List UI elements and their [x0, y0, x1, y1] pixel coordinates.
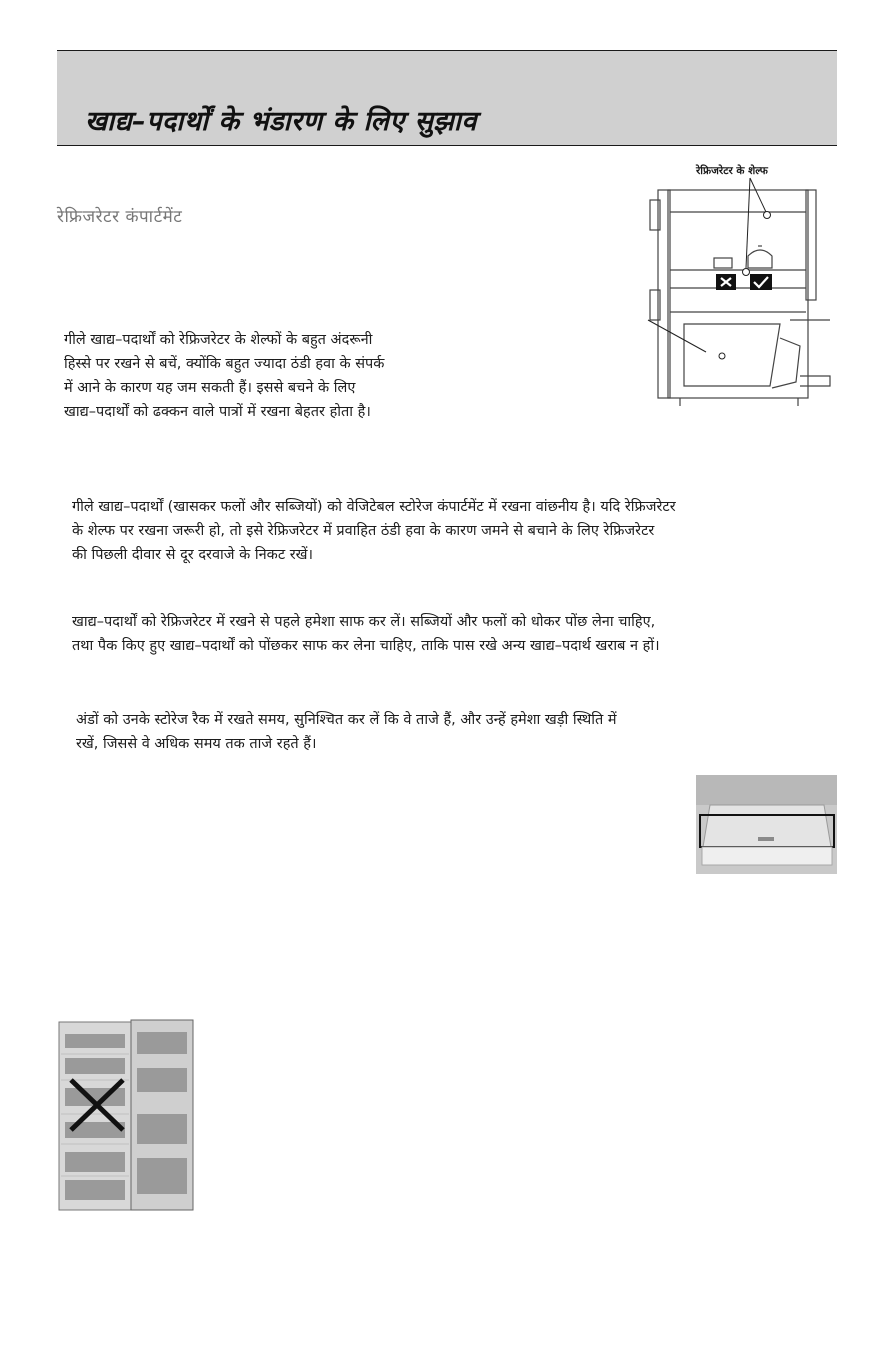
fridge-shelf-diagram	[640, 160, 840, 416]
check-mark-icon	[750, 274, 772, 290]
text-line: खाद्य–पदार्थों को ढक्कन वाले पात्रों में रखना बेहतर होता है।	[64, 404, 371, 420]
text-line: रखें, जिससे वे अधिक समय तक ताजे रहते हैं।	[76, 736, 317, 752]
figure-label-shelf: रेफ्रिजरेटर के शेल्फ	[696, 165, 768, 177]
tip-paragraph-vegetable-storage	[72, 495, 676, 567]
text-line: खाद्य–पदार्थों को रेफ्रिजरेटर में रखने से पहले हमेशा साफ कर लें। सब्जियों और फलों को धोकर पोंछ लेना चाहिए,	[72, 614, 656, 630]
cross-mark-icon	[716, 274, 736, 290]
text-line: तथा पैक किए हुए खाद्य–पदार्थों को पोंछकर साफ कर लेना चाहिए, ताकि पास रखे अन्य खाद्य–पदार्थ खराब न हों।	[72, 638, 660, 654]
text-line: गीले खाद्य–पदार्थों को रेफ्रिजरेटर के शेल्फों के बहुत अंदरूनी	[64, 332, 373, 348]
crisper-drawer-photo	[696, 775, 837, 874]
text-line: में आने के कारण यह जम सकती हैं। इससे बचने के लिए	[64, 380, 356, 396]
tip-paragraph-clean-food	[72, 610, 660, 658]
tip-paragraph-eggs	[76, 708, 617, 756]
text-line: के शेल्फ पर रखना जरूरी हो, तो इसे रेफ्रिजरेटर में प्रवाहित ठंडी हवा के कारण जमने से बचाने के लिए रेफ्रिजरेटर	[72, 523, 655, 539]
text-line: अंडों को उनके स्टोरेज रैक में रखते समय, सुनिश्चित कर लें कि वे ताजे हैं, और उन्हें हमेशा खड़ी स्थिति में	[76, 712, 617, 728]
section-heading: रेफ्रिजरेटर कंपार्टमेंट	[57, 207, 183, 227]
tip-paragraph-moist-food	[64, 328, 384, 424]
text-line: हिस्से पर रखने से बचें, क्योंकि बहुत ज्यादा ठंडी हवा के संपर्क	[64, 356, 385, 372]
text-line: की पिछली दीवार से दूर दरवाजे के निकट रखें।	[72, 547, 314, 563]
header-band	[57, 50, 837, 146]
text-line: गीले खाद्य–पदार्थों (खासकर फलों और सब्जियों) को वेजिटेबल स्टोरेज कंपार्टमेंट में रखना वांछनीय है। यदि रेफ्रिजरेटर	[72, 499, 676, 515]
open-fridge-photo	[55, 1018, 195, 1214]
page-title: खाद्य–पदार्थों के भंडारण के लिए सुझाव	[85, 106, 477, 137]
